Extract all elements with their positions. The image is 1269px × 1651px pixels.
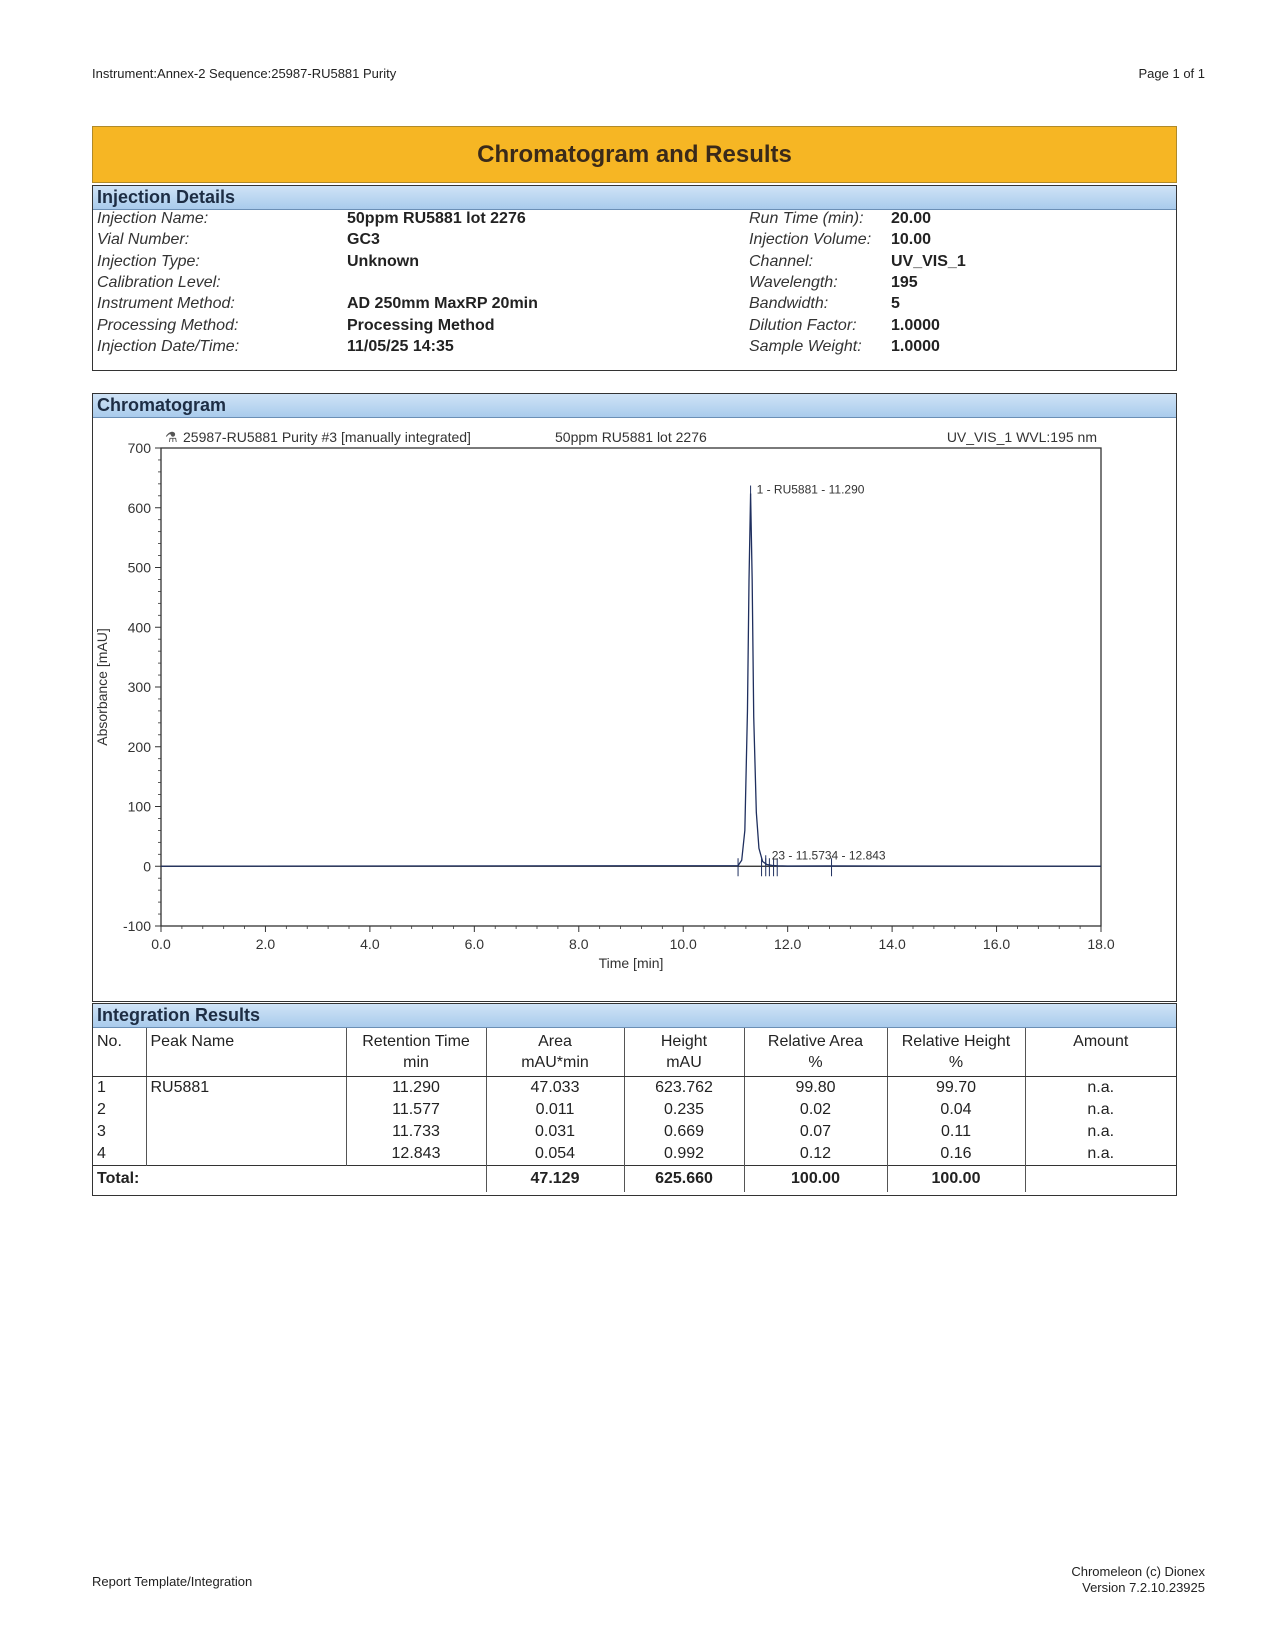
column-header-title: Relative Height (901, 1033, 1011, 1050)
injection-label: Injection Date/Time: (97, 337, 240, 355)
total-cell: Total: (93, 1166, 486, 1193)
table-cell: 99.80 (744, 1077, 887, 1100)
footer-software-name: Chromeleon (c) Dionex (1071, 1564, 1205, 1579)
table-cell: 0.04 (887, 1099, 1025, 1121)
table-cell: 99.70 (887, 1077, 1025, 1100)
table-cell: 11.733 (346, 1121, 486, 1143)
x-tick-label: 6.0 (464, 936, 485, 952)
total-row (93, 1166, 1176, 1193)
x-tick-label: 2.0 (255, 936, 276, 952)
injection-label: Channel: (749, 252, 814, 270)
table-cell: n.a. (1087, 1145, 1115, 1162)
column-header-title: Relative Area (767, 1033, 864, 1050)
injection-value: 195 (891, 273, 918, 291)
integration-results-table (93, 1028, 1176, 1192)
injection-details-section (92, 185, 1177, 371)
table-cell: 12.843 (346, 1143, 486, 1166)
injection-value: 20.00 (891, 210, 932, 227)
column-header-title: Amount (1073, 1033, 1129, 1050)
y-tick-label: -100 (122, 918, 151, 934)
table-cell: 0.07 (744, 1121, 887, 1143)
injection-value: AD 250mm MaxRP 20min (347, 295, 538, 313)
column-header (624, 1028, 744, 1077)
page-number: Page 1 of 1 (1138, 66, 1205, 81)
column-header-title: Height (660, 1033, 708, 1050)
injection-label: Dilution Factor: (749, 316, 857, 334)
injection-label: Bandwidth: (749, 295, 829, 313)
table-cell: 0.02 (744, 1099, 887, 1121)
injection-label: Injection Volume: (749, 231, 872, 249)
y-tick-label: 200 (127, 738, 151, 755)
x-tick-label: 16.0 (982, 936, 1011, 952)
injection-value: GC3 (347, 231, 380, 249)
column-header-title: Peak Name (150, 1033, 235, 1050)
column-header-title: No. (97, 1033, 122, 1050)
injection-label: Calibration Level: (97, 273, 221, 291)
table-cell: 47.033 (486, 1077, 624, 1100)
total-cell: 47.129 (486, 1166, 624, 1193)
footer-template: Report Template/Integration (92, 1574, 253, 1589)
sample-icon: ⚗ (165, 429, 178, 445)
injection-label: Wavelength: (749, 273, 838, 291)
peak-label: 23 - 11.5734 - 12.843 (771, 848, 886, 863)
table-cell: 623.762 (624, 1077, 744, 1100)
table-cell: 1 (93, 1077, 146, 1100)
column-header-unit: min (403, 1054, 429, 1071)
table-row (93, 1121, 1176, 1143)
injection-value: 10.00 (891, 231, 932, 249)
x-tick-label: 12.0 (774, 936, 802, 952)
table-cell: n.a. (1087, 1123, 1115, 1140)
x-tick-label: 4.0 (360, 936, 380, 952)
y-tick-label: 700 (127, 440, 151, 456)
table-cell: 0.235 (624, 1099, 744, 1121)
y-tick-label: 100 (127, 798, 151, 815)
table-cell (146, 1143, 346, 1166)
table-cell (146, 1099, 346, 1121)
table-row (93, 1099, 1176, 1121)
page-title: Chromatogram and Results (92, 126, 1177, 183)
table-cell: 11.577 (346, 1099, 486, 1121)
table-cell: 0.011 (486, 1099, 624, 1121)
x-tick-label: 18.0 (1087, 936, 1115, 952)
column-header-unit: mAU*min (521, 1054, 589, 1071)
column-header-title: Area (538, 1033, 572, 1050)
table-cell: 0.031 (486, 1121, 624, 1143)
column-header-unit: mAU (666, 1054, 702, 1071)
column-header (486, 1028, 624, 1077)
injection-value: 1.0000 (891, 337, 940, 355)
injection-label: Run Time (min): (749, 210, 864, 227)
injection-label: Sample Weight: (749, 337, 862, 355)
injection-value: Unknown (347, 252, 419, 270)
total-cell: 100.00 (744, 1166, 887, 1193)
table-cell: 0.12 (744, 1143, 887, 1166)
chart-title-channel: UV_VIS_1 WVL:195 nm (946, 429, 1097, 445)
table-cell: 0.992 (624, 1143, 744, 1166)
y-axis-label: Absorbance [mAU] (94, 628, 110, 746)
total-cell: 100.00 (887, 1166, 1025, 1193)
injection-label: Instrument Method: (97, 295, 235, 313)
peak-label: 1 - RU5881 - 11.290 (756, 482, 865, 497)
column-header-unit: % (948, 1054, 964, 1071)
table-row (93, 1077, 1176, 1100)
table-cell: 11.290 (346, 1077, 486, 1100)
injection-value: Processing Method (347, 316, 495, 334)
column-header (887, 1028, 1025, 1077)
chromatogram-section (92, 393, 1177, 1002)
injection-details-heading: Injection Details (93, 186, 1176, 210)
column-header-unit: % (808, 1054, 823, 1071)
footer-software (1071, 1564, 1205, 1596)
chart-title-sample: 50ppm RU5881 lot 2276 (555, 429, 707, 445)
injection-label: Injection Type: (97, 252, 200, 270)
total-cell: 625.660 (624, 1166, 744, 1193)
table-cell: 2 (93, 1099, 146, 1121)
column-header (346, 1028, 486, 1077)
injection-value: 50ppm RU5881 lot 2276 (347, 210, 526, 227)
injection-details-grid (93, 210, 1176, 370)
footer-software-version: Version 7.2.10.23925 (1082, 1580, 1205, 1595)
x-axis-label: Time [min] (598, 955, 664, 971)
y-tick-label: 500 (127, 559, 151, 576)
table-cell: n.a. (1087, 1101, 1115, 1118)
column-header (93, 1028, 146, 1077)
chart-title-sequence: 25987-RU5881 Purity #3 [manually integrated] (183, 429, 471, 445)
injection-value: UV_VIS_1 (891, 252, 966, 270)
y-tick-label: 300 (127, 679, 151, 695)
column-header (146, 1028, 346, 1077)
table-cell: RU5881 (146, 1077, 346, 1100)
table-cell: 0.16 (887, 1143, 1025, 1166)
chromatogram-chart (93, 418, 1175, 1000)
x-tick-label: 14.0 (878, 936, 906, 952)
injection-label: Vial Number: (97, 231, 190, 249)
total-cell (1025, 1166, 1176, 1193)
table-cell: 0.669 (624, 1121, 744, 1143)
integration-results-heading: Integration Results (93, 1004, 1176, 1028)
table-cell: 0.11 (887, 1121, 1025, 1143)
x-tick-label: 0.0 (151, 936, 171, 952)
table-cell (146, 1121, 346, 1143)
table-cell: 0.054 (486, 1143, 624, 1166)
y-tick-label: 0 (143, 858, 151, 875)
chromatogram-heading: Chromatogram (93, 394, 1176, 418)
y-tick-label: 400 (127, 619, 151, 636)
table-row (93, 1143, 1176, 1166)
table-cell: n.a. (1087, 1079, 1115, 1096)
y-tick-label: 600 (127, 499, 151, 516)
integration-results-section (92, 1003, 1177, 1196)
x-tick-label: 8.0 (569, 936, 589, 952)
table-cell: 3 (93, 1121, 146, 1143)
column-header-title: Retention Time (362, 1033, 470, 1050)
injection-value: 5 (891, 295, 900, 313)
table-cell: 4 (93, 1143, 146, 1166)
x-tick-label: 10.0 (669, 936, 697, 952)
injection-value: 11/05/25 14:35 (347, 337, 454, 355)
injection-label: Processing Method: (97, 316, 239, 334)
header-instrument-sequence: Instrument:Annex-2 Sequence:25987-RU5881 Purity (92, 66, 397, 81)
injection-label: Injection Name: (97, 210, 209, 227)
column-header (1025, 1028, 1176, 1077)
injection-value: 1.0000 (891, 316, 940, 334)
column-header (744, 1028, 887, 1077)
